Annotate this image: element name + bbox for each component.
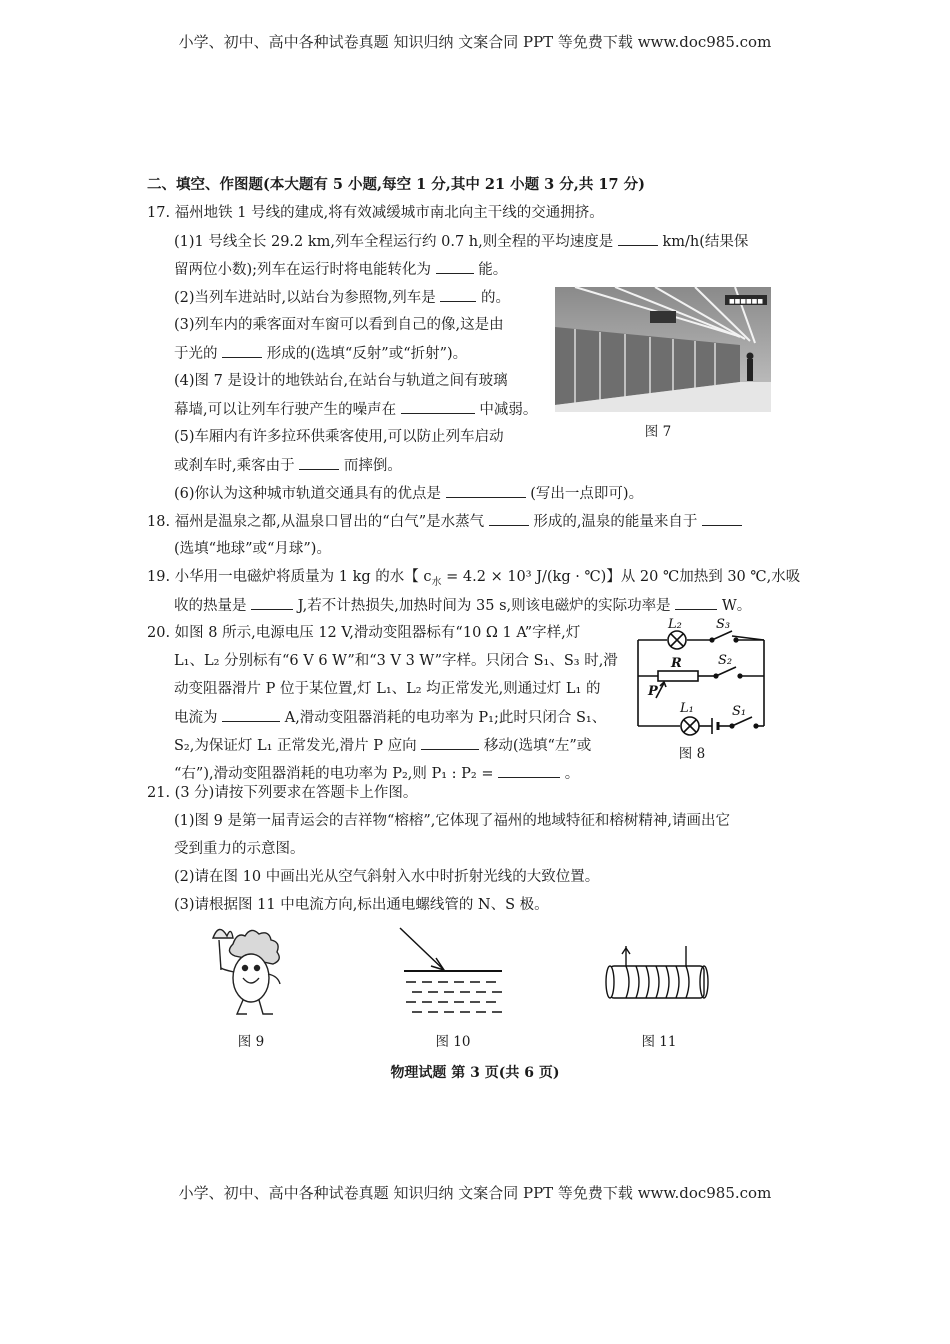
q17-p4c: 中减弱。 (479, 402, 538, 418)
q21-p1b: 受到重力的示意图。 (174, 841, 305, 857)
q20-blank-ratio[interactable] (498, 763, 560, 778)
q17-p2a: (2)当列车进站时,以站台为参照物,列车是 (174, 290, 436, 306)
q17-p6a: (6)你认为这种城市轨道交通具有的优点是 (174, 486, 442, 502)
q17-stem: 17. 福州地铁 1 号线的建成,将有效减缓城市南北向主干线的交通拥挤。 (147, 205, 604, 221)
q19-c: 收的热量是 (174, 598, 247, 614)
q20-blank-direction[interactable] (421, 735, 479, 750)
q19-line1 (147, 567, 800, 593)
q17-blank-energy[interactable] (436, 259, 474, 274)
q17-blank-inertia[interactable] (299, 455, 339, 470)
q19-sub: 水 (431, 576, 442, 588)
q18-line1 (147, 511, 742, 532)
q17-blank-motion[interactable] (440, 287, 476, 302)
label-L1: L₁ (680, 701, 694, 716)
q17-blank-speed[interactable] (618, 231, 658, 246)
q19-b: = 4.2 × 10³ J/(kg · ℃)】从 20 ℃加热到 30 ℃,水吸 (446, 569, 801, 585)
q19-d: J,若不计热损失,加热时间为 35 s,则该电磁炉的实际功率是 (297, 598, 671, 614)
label-R: R (671, 656, 682, 671)
q19-e: W。 (721, 598, 752, 614)
q20-line4 (174, 707, 606, 728)
q18-b: 形成的,温泉的能量来自于 (533, 514, 698, 530)
q17-part5-line2 (174, 455, 402, 476)
fig11-caption: 图 11 (641, 1034, 677, 1050)
q21-p2: (2)请在图 10 中画出光从空气斜射入水中时折射光线的大致位置。 (174, 869, 600, 885)
q19-line2 (174, 595, 751, 616)
q17-part2 (174, 287, 510, 308)
q17-p2b: 的。 (480, 290, 510, 306)
q17-p6b: (写出一点即可)。 (530, 486, 644, 502)
q17-p4a: (4)图 7 是设计的地铁站台,在站台与轨道之间有玻璃 (174, 373, 508, 389)
q17-p5b: 或刹车时,乘客由于 (174, 458, 295, 474)
q17-p3b: 于光的 (174, 346, 218, 362)
q20-l5b: 移动(选填“左”或 (483, 738, 592, 754)
q20-l2: L₁、L₂ 分别标有“6 V 6 W”和“3 V 3 W”字样。只闭合 S₁、S₃ 时,滑 (174, 653, 618, 669)
fig10-caption: 图 10 (435, 1034, 471, 1050)
q18-c: (选填“地球”或“月球”)。 (174, 541, 331, 557)
q20-l4a: 电流为 (174, 710, 218, 726)
q19-blank-heat[interactable] (251, 595, 293, 610)
subway-platform-photo (555, 287, 771, 412)
q21-p1a: (1)图 9 是第一届青运会的吉祥物“榕榕”,它体现了福州的地域特征和榕树精神,请画出它 (174, 813, 731, 829)
q20-l1: 20. 如图 8 所示,电源电压 12 V,滑动变阻器标有“10 Ω 1 A”字样,灯 (147, 625, 581, 641)
q17-p4b: 幕墙,可以让列车行驶产生的噪声在 (174, 402, 397, 418)
q20-l3: 动变阻器滑片 P 位于某位置,灯 L₁、L₂ 均正常发光,则通过灯 L₁ 的 (174, 681, 601, 697)
q20-l6a: “右”),滑动变阻器消耗的电功率为 P₂,则 P₁ : P₂ = (174, 766, 494, 782)
q17-part4-line2 (174, 399, 537, 420)
q19-a: 19. 小华用一电磁炉将质量为 1 kg 的水【 c (147, 569, 432, 585)
mascot-rongrong-figure (205, 922, 290, 1022)
label-S2: S₂ (718, 653, 733, 668)
q18-blank-phase[interactable] (489, 511, 529, 526)
q20-l4b: A,滑动变阻器消耗的电功率为 P₁;此时只闭合 S₁、 (284, 710, 607, 726)
q20-l6b: 。 (564, 766, 580, 782)
q17-blank-light[interactable] (222, 343, 262, 358)
q17-p3c: 形成的(选填“反射”或“折射”)。 (266, 346, 468, 362)
q17-p1c: 留两位小数);列车在运行时将电能转化为 (174, 262, 432, 278)
section-title: 二、填空、作图题(本大题有 5 小题,每空 1 分,其中 21 小题 3 分,共 17 分) (147, 176, 645, 193)
label-S3: S₃ (716, 617, 731, 632)
station-sign: ■■■■■■ (728, 298, 764, 305)
q17-p5a: (5)车厢内有许多拉环供乘客使用,可以防止列车启动 (174, 429, 504, 445)
page-footer: 物理试题 第 3 页(共 6 页) (390, 1065, 560, 1081)
q19-blank-power[interactable] (675, 595, 717, 610)
fig7-caption: 图 7 (644, 424, 672, 440)
footer-banner: 小学、初中、高中各种试卷真题 知识归纳 文案合同 PPT 等免费下载 www.doc985.com (178, 1184, 772, 1202)
fig9-caption: 图 9 (237, 1034, 265, 1050)
q21-p3: (3)请根据图 11 中电流方向,标出通电螺线管的 N、S 极。 (174, 897, 549, 913)
q20-line6 (174, 763, 579, 784)
solenoid-figure (604, 944, 710, 1014)
q20-l5a: S₂,为保证灯 L₁ 正常发光,滑片 P 应向 (174, 738, 417, 754)
q18-a: 18. 福州是温泉之都,从温泉口冒出的“白气”是水蒸气 (147, 514, 485, 530)
q17-blank-noise[interactable] (401, 399, 475, 414)
header-banner: 小学、初中、高中各种试卷真题 知识归纳 文案合同 PPT 等免费下载 www.doc985.com (178, 33, 772, 51)
q17-p1d: 能。 (478, 262, 508, 278)
circuit-diagram (628, 618, 768, 734)
label-S1: S₁ (732, 704, 747, 719)
fig8-caption: 图 8 (678, 746, 706, 762)
label-L2: L₂ (668, 617, 682, 632)
q18-blank-source[interactable] (702, 511, 742, 526)
light-refraction-figure (398, 926, 508, 1016)
q20-line5 (174, 735, 591, 756)
q17-part1-line2 (174, 259, 507, 280)
label-P: P (648, 684, 658, 699)
q17-p3a: (3)列车内的乘客面对车窗可以看到自己的像,这是由 (174, 317, 504, 333)
q21-stem: 21. (3 分)请按下列要求在答题卡上作图。 (147, 785, 418, 801)
q17-part3-line2 (174, 343, 467, 364)
q20-blank-current[interactable] (222, 707, 280, 722)
q17-blank-advantage[interactable] (446, 483, 526, 498)
q17-part1-line1 (174, 231, 748, 252)
q17-p1a: (1)1 号线全长 29.2 km,列车全程运行约 0.7 h,则全程的平均速度是 (174, 234, 614, 250)
q17-p5c: 而摔倒。 (343, 458, 402, 474)
q17-p1b: km/h(结果保 (662, 234, 749, 250)
q17-part6 (174, 483, 643, 504)
